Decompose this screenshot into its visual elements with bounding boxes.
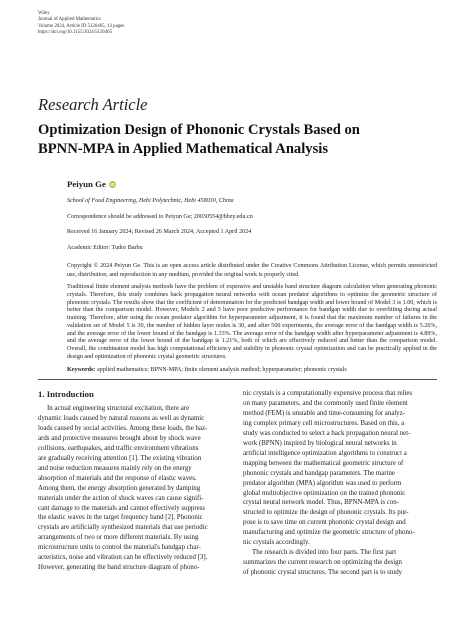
journal-meta [38, 11, 124, 36]
copyright-notice: Copyright © 2024 Peiyun Ge. This is an open access article distributed under the Creative Commons Attribution License, which permits unrestricted use, distribution, and reproduction in any medium, provided the original work is properly cited. [67, 263, 437, 278]
body-line: summarizes the current research on optimizing the design [243, 559, 403, 567]
body-line: crystal neural network model. Thus, BPNN-MPA is con- [243, 499, 399, 507]
body-line: manufacturing and optimize the geometric structure of phono- [243, 529, 415, 537]
body-line: structed to optimize the design of phononic crystals. Its pur- [243, 509, 409, 517]
body-line: of phononic crystal structures. The second part is to study [243, 569, 403, 577]
doi-link[interactable]: https://doi.org/10.1155/2024/5126465 [38, 29, 113, 35]
affiliation: School of Food Engineering, Hebi Polytechnic, Hebi 458030, China [67, 198, 234, 204]
body-line: Among them, the energy absorption generated by damping [38, 484, 201, 492]
body-line: However, generating the band structure diagram of phono- [38, 564, 200, 572]
body-line: and noise reduction measures mainly rely on the energy [38, 464, 192, 472]
article-type: Research Article [38, 95, 148, 114]
body-column-left [38, 404, 208, 573]
body-line: work (BPNN) inspired by biological neural networks in [243, 439, 397, 447]
body-line: mapping between the mathematical geometric structure of [243, 459, 404, 467]
body-line: loads caused by social activities. Among these loads, the haz- [38, 424, 208, 432]
body-line: materials under the action of shock waves can cause signifi- [38, 494, 204, 502]
article-title [38, 121, 368, 158]
correspondence: Correspondence should be addressed to Peiyun Ge; 20030554@hbzy.edu.cn [67, 214, 253, 220]
body-line: nic crystals accordingly. [243, 539, 310, 547]
body-line: nic crystals is a computationally expensive process that relies [243, 390, 413, 397]
body-line: on many parameters, and the commonly used finite element [243, 399, 408, 407]
body-line: dynamic loads caused by natural reasons as well as dynamic [38, 414, 205, 422]
article-dates: Received 16 January 2024; Revised 26 March 2024; Accepted 1 April 2024 [67, 229, 252, 235]
author-line [67, 179, 116, 189]
keywords [67, 366, 437, 374]
body-line: artificial intelligence optimization algorithms to construct a [243, 449, 407, 457]
body-column-right [243, 389, 415, 578]
body-line: phononic crystals and bandgap parameters. The marine [243, 469, 395, 477]
publisher-name: Wiley [38, 11, 50, 16]
journal-name: Journal of Applied Mathematics [38, 17, 101, 23]
body-line: absorption of materials and the response of elastic waves. [38, 474, 197, 482]
section-divider [38, 379, 437, 380]
body-line: acteristics, noise and vibration can be effectively reduced [3]. [38, 554, 208, 562]
body-line: are gradually receiving attention [1]. The existing vibration [38, 454, 202, 462]
author-name[interactable]: Peiyun Ge [67, 179, 106, 189]
body-line: the elastic waves in the target frequency band [2]. Phononic [38, 514, 203, 522]
body-line: microstructure units to control the material's bandgap char- [38, 544, 201, 552]
body-line: study was conducted to select a back propagation neural net- [243, 429, 411, 437]
volume-info: Volume 2024, Article ID 5126465, 13 pages [38, 23, 125, 29]
body-line: collisions, earthquakes, and traffic environment vibrations [38, 444, 199, 452]
orcid-icon[interactable]: iD [110, 182, 115, 187]
title-line: BPNN-MPA in Applied Mathematical Analysis [38, 140, 328, 157]
body-line: In actual engineering structural excitation, there are [47, 405, 190, 412]
body-line: arrangements of two or more different materials. By using [38, 534, 199, 542]
section-heading: 1. Introduction [38, 389, 94, 399]
body-line: cant damage to the materials and cannot effectively suppress [38, 504, 206, 512]
keywords-label: Keywords: [67, 367, 96, 373]
title-line: Optimization Design of Phononic Crystals Based on [38, 122, 360, 138]
body-line: global multiobjective optimization on the trained phononic [243, 489, 406, 497]
body-line: The research is divided into four parts. The first part [252, 549, 397, 557]
body-line: pose is to save time on current phononic crystal design and [243, 519, 406, 527]
keywords-list: applied mathematics; BPNN-MPA; finite element analysis method; hyperparameter; phononic crystals [96, 367, 347, 373]
body-line: ing complex primary cell microstructures. Based on this, a [243, 419, 405, 427]
body-line: crystals are artificially synthesized materials that use periodic [38, 524, 208, 532]
academic-editor: Academic Editor: Tudor Barbu [67, 245, 143, 251]
body-line: ards and protective measures brought about by shock wave [38, 434, 201, 442]
abstract: Traditional finite element analysis methods have the problem of expensive and unstable band structure diagram calculation when generating phononic crystals. Therefore, this study combines back propagation neural networks with ocean predator algorithms to optimize the geometric structure of phononic crystals. The results show that the coefficient of determination for the predicted bandgap width and lower bound of Model 3 is 1.00, which is better than the comparison model. However, Models 2 and 5 have poor predictive performance for bandgap width due to overfitting during actual training. Therefore, after using the ocean predator algorithm for hyperparameter adjustment, it is found that the maximum number of failures in the validation set of Model 5 is 30, the number of hidden layer nodes is 30, and after 500 experiments, the average error of the bandgap width is 5.26%, and the average error of the lower bound of the bandgap is 1.33%. The average error of the bandgap width after hyperparameter adjustment is 4.89%, and the average error of the lower bound of the bandgap is 1.21%, both of which are effectively reduced and better than the comparison model. Overall, the combination model has high computational efficiency and stability in phononic crystal optimization and can be practically applied in the design and optimization of phononic crystal geometric structures. [67, 284, 437, 361]
body-line: method (FEM) is unstable and time-consuming for analyz- [243, 409, 406, 417]
body-line: predator algorithm (MPA) algorithm was used to perform [243, 479, 402, 487]
